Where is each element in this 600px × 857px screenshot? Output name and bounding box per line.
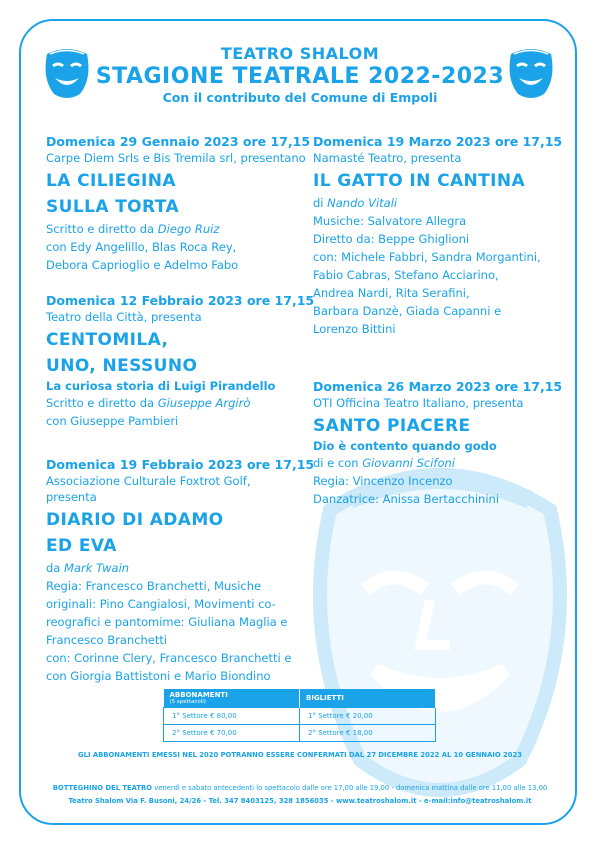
subscriptions-header: ABBONAMENTI (5 spettacoli) [164,689,300,708]
event-title-line: CENTOMILA, [46,330,169,350]
event-subtitle: Dio è contento quando godo [313,439,497,453]
event-date: Domenica 12 Febbraio 2023 ore 17,15 [46,293,315,308]
event-date: Domenica 26 Marzo 2023 ore 17,15 [313,379,563,394]
event-title-line: SANTO PIACERE [313,416,471,436]
event-credit: originali: Pino Cangialosi, Movimenti co- [46,597,276,611]
event-credit: Andrea Nardi, Rita Serafini, [313,286,470,300]
contacts-info: Teatro Shalom Via F. Busoni, 24/26 - Tel. 347 8403125, 328 1856035 - www.teatroshalom.it - e-mail:info@teatroshalom.it [68,797,532,805]
event-credit: di Nando Vitali [313,196,398,210]
event-credit: Regia: Vincenzo Incenzo [313,474,453,488]
price-cell: 1° Settore € 80,00 [164,708,300,725]
season-title: STAGIONE TEATRALE 2022-2023 [95,64,505,89]
table-row [164,708,436,725]
event-title [46,168,296,220]
table-row [164,725,436,742]
event-credit: Regia: Francesco Branchetti, Musiche [46,579,262,593]
event-date: Domenica 19 Marzo 2023 ore 17,15 [313,134,563,149]
event-2 [46,292,315,430]
event-presenter: presenta [46,490,97,504]
event-presenter: Namasté Teatro, presenta [313,151,462,165]
price-table-header [164,689,436,708]
event-title [46,327,296,379]
event-presenter: Carpe Diem Srls e Bis Tremila srl, presentano [46,151,306,165]
theatre-name: TEATRO SHALOM [220,44,380,63]
event-title [313,413,573,439]
event-presenter: Teatro della Città, presenta [46,310,202,324]
event-3 [46,456,315,685]
left-column [46,133,315,685]
event-credit: di e con Giovanni Scifoni [313,456,455,470]
event-presenter: Associazione Culturale Foxtrot Golf, [46,474,251,488]
right-column [313,133,573,508]
event-credit: da Mark Twain [46,561,130,575]
event-credit: Barbara Danzè, Giada Capanni e [313,304,502,318]
event-credit: Francesco Branchetti [46,633,168,647]
subscriptions-note: (5 spettacoli) [169,699,206,705]
sponsor-subtitle: Con il contributo del Comune di Empoli [162,90,438,105]
price-table [163,689,436,742]
event-5 [313,378,573,508]
event-credit: Debora Caprioglio e Adelmo Fabo [46,258,239,272]
event-title [46,507,296,559]
event-credit: Fabio Cabras, Stefano Acciarino, [313,268,499,282]
event-credit: reografici e pantomime: Giuliana Maglia e [46,615,288,629]
event-credit: con Edy Angelillo, Blas Roca Rey, [46,240,237,254]
event-credit: Diretto da: Beppe Ghiglioni [313,232,470,246]
event-credit: Scritto e diretto da Giuseppe Argirò [46,396,251,410]
event-presenter: OTI Officina Teatro Italiano, presenta [313,396,524,410]
event-credit: con Giorgia Battistoni e Mario Biondino [46,669,271,683]
event-title-line: DIARIO DI ADAMO [46,510,224,530]
tickets-header: BIGLIETTI [300,689,436,708]
event-date: Domenica 29 Gennaio 2023 ore 17,15 [46,134,311,149]
event-subtitle: La curiosa storia di Luigi Pirandello [46,379,276,393]
event-title-line: SULLA TORTA [46,197,179,217]
event-credit: Musiche: Salvatore Allegra [313,214,467,228]
event-title-line: UNO, NESSUNO [46,356,198,376]
box-office-info: BOTTEGHINO DEL TEATRO venerdì e sabato antecedenti lo spettacolo dalle ore 17,00 alle 19,00 - domenica mattina dalle ore 11,00 alle 13,00 [52,784,548,792]
event-4 [313,133,573,338]
event-credit: con: Michele Fabbri, Sandra Morgantini, [313,250,541,264]
event-credit: Lorenzo Bittini [313,322,396,336]
price-cell: 2° Settore € 18,00 [300,725,436,742]
event-1 [46,133,311,274]
event-credit: Danzatrice: Anissa Bertacchinini [313,492,500,506]
event-credit: con Giuseppe Pambieri [46,414,179,428]
event-title [313,168,573,194]
event-title-line: IL GATTO IN CANTINA [313,171,526,191]
price-cell: 1° Settore € 20,00 [300,708,436,725]
event-credit: con: Corinne Clery, Francesco Branchetti e [46,651,292,665]
event-date: Domenica 19 Febbraio 2023 ore 17,15 [46,457,315,472]
subscription-note: GLI ABBONAMENTI EMESSI NEL 2020 POTRANNO ESSERE CONFERMATI DAL 27 DICEMBRE 2022 AL 10 GENNAIO 2023 [78,751,522,759]
event-title-line: ED EVA [46,536,117,556]
event-credit: Scritto e diretto da Diego Ruiz [46,222,220,236]
event-title-line: LA CILIEGINA [46,171,176,191]
price-cell: 2° Settore € 70,00 [164,725,300,742]
